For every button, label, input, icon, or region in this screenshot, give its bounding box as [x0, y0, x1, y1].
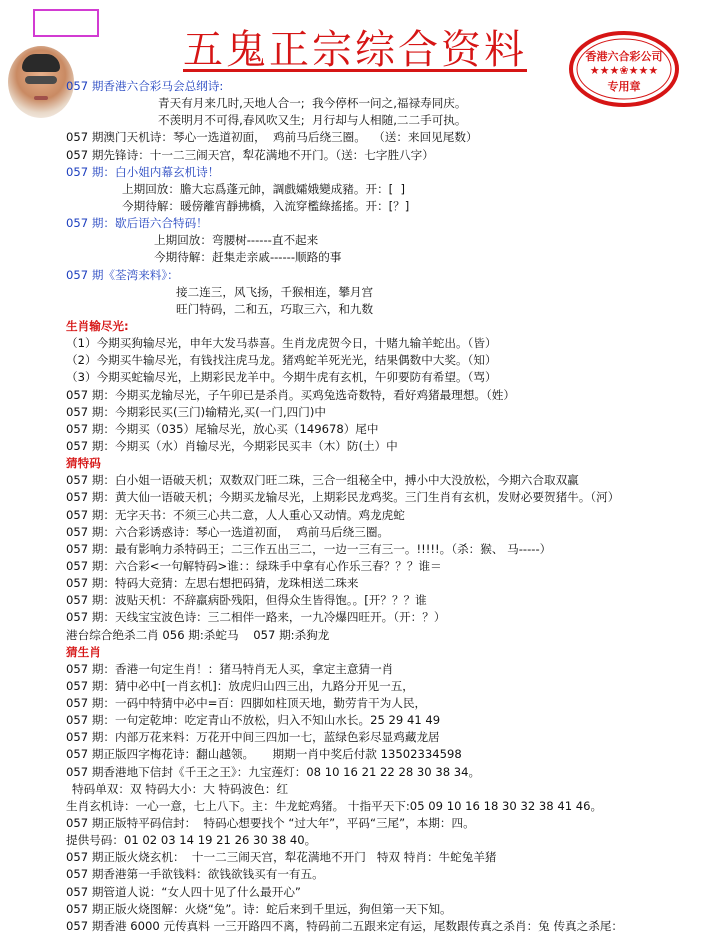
text-line: 057 期：白小姐内幕玄机诗！ [66, 164, 220, 179]
content-lines [66, 78, 716, 935]
text-line: 特码单双：双 特码大小：大 特码波色：红 [72, 781, 289, 796]
text-line: 057 期正版火烧玄机： 十一二三闹天宫，犁花满地不开门 特双 特肖：牛蛇兔羊猪 [66, 850, 497, 865]
text-line: 057 期香港六合彩马会总纲诗: [66, 79, 224, 93]
text-line: 057 期：六合彩诱惑诗：琴心一选道初面， 鸡前马后绕三圈。 [66, 524, 390, 539]
text-line: 057 期：特码大竞猜：左思右想把码猜，龙珠相送二珠来 [66, 576, 359, 591]
text-line: （2）今期买牛输尽光，有钱找注虎马龙。猪鸡蛇羊死光光，结果偶数中大奖。（知） [66, 353, 497, 368]
text-line: 057 期：一码中特猜中必中=百：四脚如柱顶天地，勤劳肯干为人民， [66, 696, 427, 711]
text-line: 057 期：今期买（水）肖输尽光，今期彩民买丰（木）防(土）中 [66, 438, 398, 453]
seal-stars: ★★★❀★★★ [589, 64, 659, 77]
text-line: 057 期：最有影响力杀特码王；二三作五出三二，一边一三有三一。!!!!!。（杀：猴、 马-----） [66, 541, 552, 556]
text-line: 旺门特码，二和五，巧取三六，和九数 [176, 301, 374, 316]
seal-subtext: 专用章 [607, 80, 641, 93]
text-line: 生肖玄机诗：一心一意，七上八下。主：牛龙蛇鸡猪。 十指平天下:05 09 10 16 18 30 32 38 41 46。 [66, 798, 603, 813]
text-line: （3）今期买蛇输尽光，上期彩民龙羊中。今期牛虎有玄机，午卯要防有希望。（骂） [66, 370, 497, 385]
portrait-avatar [8, 46, 74, 118]
highlight-box [33, 9, 99, 37]
portrait-hair [22, 54, 60, 72]
text-line: 057 期香港第一手欲钱料：欲钱欲钱买有一有五。 [66, 867, 324, 882]
text-line: 057 期：天线宝宝波色诗：三二相伴一路来，一九冷爆四旺开。（开：？） [66, 610, 446, 625]
text-line: 057 期香港地下信封《千王之王》：九宝莲灯：08 10 16 21 22 28 30 38 34。 [66, 764, 481, 779]
seal-text: 香港六合彩公司 [585, 50, 663, 63]
text-line: 上期回放：膽大忘爲蓬元帥，調戲孀娥變成豬。开：[ ] [122, 181, 406, 196]
text-line: 057 期：歇后语六合特码！ [66, 216, 208, 231]
text-line: 今期待解：赶集走亲戚------顺路的事 [154, 250, 342, 265]
text-line: 接二连三，风飞扬，千猴相连，攀月宫 [176, 284, 374, 299]
text-line: 057 期：无字天书：不须三心共二意，人人重心又动情。鸡龙虎蛇 [66, 507, 405, 522]
text-line: 猜生肖 [66, 644, 101, 659]
text-line: 057 期正版火烧图解：火烧“兔”。诗：蛇后来到千里远，狗但第一天下知。 [66, 901, 452, 916]
text-line: 港台综合绝杀二肖 056 期:杀蛇马 057 期:杀狗龙 [66, 627, 330, 642]
page-title: 五鬼正宗综合资料 [183, 27, 527, 73]
text-line: 057 期先锋诗：十一二三闹天宫，犁花满地不开门。（送：七字胜八字） [66, 147, 434, 162]
text-line: 057 期：内部万花来料：万花开中间三四加一七，蓝绿色彩尽显鸡藏龙居 [66, 730, 440, 745]
text-line: （1）今期买狗输尽光，申年大发马恭喜。生肖龙虎贺今日，十赌九输羊蛇出。（皆） [66, 336, 497, 351]
text-line: 057 期：今期买（035）尾输尽光，放心买（149678）尾中 [66, 421, 379, 436]
text-line: 上期回放：弯腰树------直不起来 [154, 233, 319, 248]
text-line: 057 期：香港一句定生肖！：猪马特肖无人买，拿定主意猜一肖 [66, 661, 394, 676]
text-line: 057 期：波贴天机：不辞羸病卧残阳，但得众生皆得饱。。[开？？？谁 [66, 593, 427, 608]
portrait-mouth [34, 96, 48, 100]
portrait-glasses [25, 76, 57, 84]
text-line: 057 期：今期彩民买(三门)输精光,买(一门,四门)中 [66, 404, 326, 419]
text-line: 不羡明月不可得,春风吹又生; 月行却与人相随,二二手可执。 [158, 113, 467, 128]
text-line: 057 期澳门天机诗：琴心一选道初面， 鸡前马后绕三圈。 （送：来回见尾数） [66, 130, 478, 145]
text-line: 057 期香港 6000 元传真料 一三开路四不离，特码前二五跟来定有运，尾数跟传真之杀肖：兔 传真之杀尾： [66, 918, 624, 933]
text-line: 057 期管道人说：“女人四十见了什么最开心” [66, 884, 301, 899]
text-line: 057 期：黄大仙一语破天机；今期买龙输尽光，上期彩民龙鸡奖。三门生肖有玄机，发财必要贺猪牛。（河） [66, 490, 620, 505]
text-line: 提供号码：01 02 03 14 19 21 26 30 38 40。 [66, 833, 317, 848]
text-line: 057 期：一句定乾坤：吃定青山不放松，归入不知山水长。25 29 41 49 [66, 713, 441, 728]
text-line: 057 期：六合彩<一句解特码>谁：：绿珠手中拿有心作乐三春？？？谁＝ [66, 558, 442, 573]
text-line: 057 期正版特平码信封： 特码心想要找个 “过大年”，平码“三尾”，本期：四。 [66, 816, 475, 831]
text-line: 057 期《荃湾来料》： [66, 267, 179, 282]
text-line: 青天有月来几时,天地人合一; 我今停杯一问之,福禄寿同庆。 [158, 96, 467, 111]
text-line: 猜特码 [66, 456, 101, 471]
text-line: 057 期：猜中必中[一肖玄机]：放虎归山四三出，九路分开见一五， [66, 678, 414, 693]
text-line: 今期待解：暖傍離宵靜拂橋，入流穿檻綠搖搖。开：[？] [122, 198, 410, 213]
text-line: 057 期：今期买龙输尽光，子午卯已是杀肖。买鸡兔选奇数特，看好鸡猪最理想。（姓） [66, 387, 515, 402]
text-line: 057 期：白小姐一语破天机；双数双门旺二珠，三合一组秘全中，搏小中大没放松，今期六合取双赢 [66, 473, 579, 488]
text-line: 生肖输尽光: [66, 318, 129, 333]
text-line: 057 期正版四字梅花诗：翻山越领。 期期一肖中奖后付款 13502334598 [66, 747, 462, 762]
